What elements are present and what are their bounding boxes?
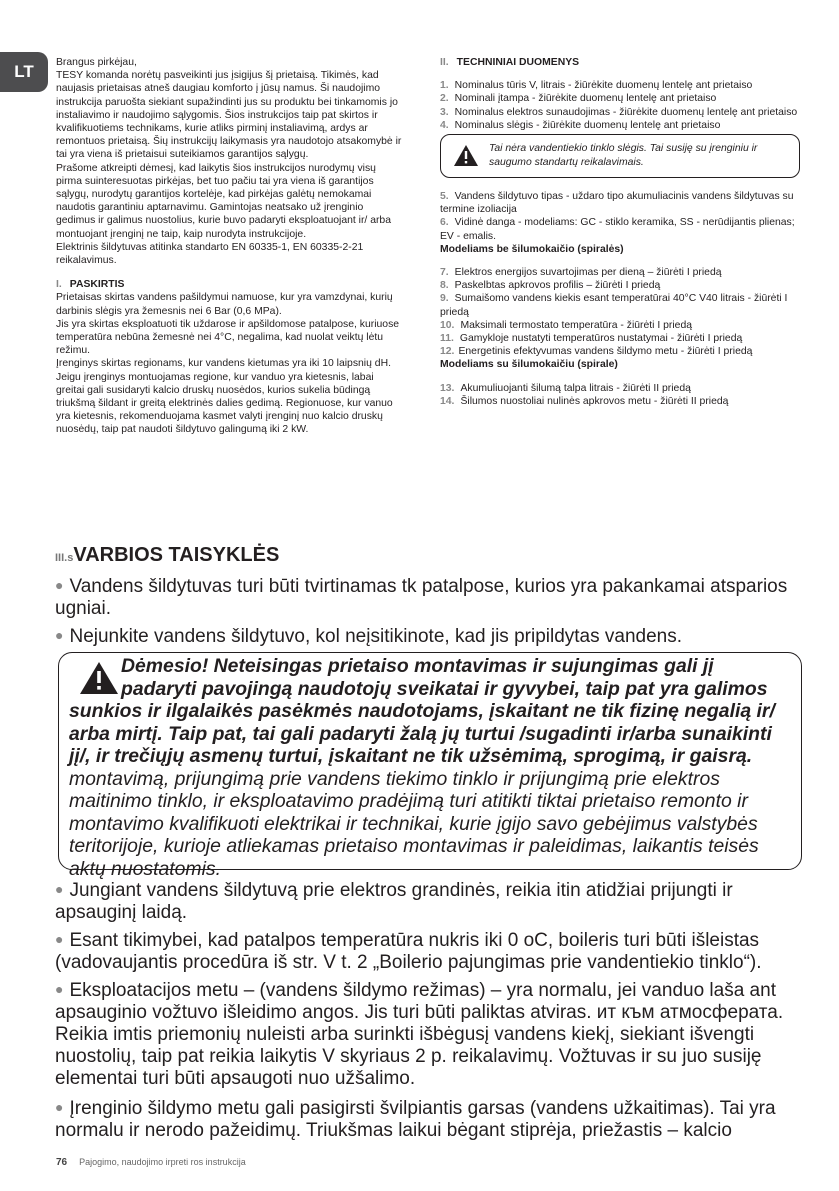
greeting: Brangus pirkėjau, [56,57,137,68]
warning-icon [453,144,479,172]
rule-text: Esant tikimybei, kad patalpos temperatūra nukris iki 0 oC, boileris turi būti išleistas (vadovaujantis procedūra iš str. V t. 2 „Boilerio pajungimas prie vandentiekio tinklo“). [55,930,762,973]
warning-bold-line-1: Dėmesio! Neteisingas prietaiso montavimas ir sujungimas gali jį [121,655,714,677]
section-3-title-prefix: s [67,552,74,564]
section-2-number: II. [440,57,449,68]
right-column [440,56,800,408]
left-column [56,56,404,437]
installation-warning-text: montavimą, prijungimą prie vandens tiekimo tinklo ir prijungimą prie elektros maitinimo tinklo, ir eksploatavimo pradėjimą turi atitikti tiktai prietaiso remonto ir montavimo kvalifikuoti elektrikai ir technikai, kurie įgijo savo gebėjimus valstybės teritorijoje, kurioje atliekamas prietaiso montavimas ir paleidimas, laikantis teisės aktų nuostatomis. [69,767,759,880]
spec-item-number: 3. [440,106,449,118]
installation-warning-box [58,652,802,880]
section-1-paragraph-3: Įrenginys skirtas regionams, kur vandens kietumas yra iki 10 laipsnių dH. Jeigu įrenginys montuojamas regione, kur vanduo yra kietesnis, labai greitai gali susidaryti kalcio druskų nuosėdos, kurios sukelia būdingą triukšmą šildant ir greitą elektrinės dalies gedimą. Regionuose, kur vanuo yra kietesnis, rekomenduojama kasmet valyti įrenginį nuo kalcio druskų nuosėdų, taip pat naudoti šildytuvo galingumą iki 2 kW. [56,358,393,436]
models-with-exchanger-heading: Modeliams su šilumokaičiu (spirale) [440,359,618,371]
spec-item [440,292,800,318]
spec-item-number: 13. [440,382,455,394]
spec-item-text: Paskelbtas apkrovos profilis – žiūrėti I priedą [454,280,661,292]
spec-item-number: 11. [440,333,454,345]
rule-bullet-6: ● Įrenginio šildymo metu gali pasigirsti švilpiantis garsas (vandens užkaitimas). Tai yra normalu ir nerodo pažeidimų. Triukšmas laikui bėgant stiprėja, priežastis – kalcio [55,1098,776,1141]
section-1-title [56,278,404,291]
spec-item-text: Energetinis efektyvumas vandens šildymo metu - žiūrėti I priedą [458,346,753,358]
spec-item [440,79,800,92]
section-2-heading: TECHNINIAI DUOMENYS [456,57,580,68]
spec-item-number: 14. [440,395,455,407]
rule-text: Jungiant vandens šildytuvą prie elektros grandinės, reikia itin atidžiai prijungti ir apsauginį laidą. [55,880,733,923]
spec-item-text: Šilumos nuostoliai nulinės apkrovos metu - žiūrėti II priedą [460,395,729,407]
spec-item [440,319,800,332]
spec-item-number: 12. [440,346,455,358]
spec-item-number: 1. [440,80,449,92]
intro-paragraph-3: Elektrinis šildytuvas atitinka standarto EN 60335-1, EN 60335-2-21 reikalavimus. [56,241,364,267]
spec-item-text: Sumaišomo vandens kiekis esant temperatūrai 40°C V40 litrais - žiūrėti I priedą [440,293,788,318]
spec-item-number: 2. [440,93,449,105]
warning-bold-text: padaryti pavojingą naudotojų sveikatai ir gyvybei, taip pat yra galimos sunkios ir ilgalaikės pasėkmės naudotojams, įskaitant ne tik fizinę negalią ir/ arba mirtį. Taip pat, tai gali padaryti žalą jų turtui /sugadinti ir/arba sunaikinti jį/, ir trečiųjų asmenų turtui, įskaitant ne tik užsėmimą, sprogimą, ir gaisrą. [69,677,775,767]
spec-item-text: Maksimali termostato temperatūra - žiūrėti I priedą [460,319,693,331]
section-3-number: III. [55,552,68,564]
intro-paragraph-2: Prašome atkreipti dėmesį, kad laikytis šios instrukcijos nurodymų visų pirma suinteresuotas pirkėjas, bet tuo pačiu tai yra viena iš garantijos sąlygų, nurodytų garantijos kortelėje, kad pirkėjas galėtų nemokamai naudotis garantiniu aptarnavimu. Gamintojas neatsako už įrenginio gedimus ir galimus nuostolius, kurie buvo padaryti eksploatuojant ir/ arba montuojant įrenginį ne taip, kaip nurodyta instrukcijoje. [56,162,391,240]
spec-item-text: Elektros energijos suvartojimas per dieną – žiūrėti I priedą [454,267,722,279]
spec-item [440,382,800,395]
section-3-title [55,544,817,567]
spec-item [440,106,800,119]
spec-item [440,345,800,358]
spec-item-number: 9. [440,293,449,305]
footer-text: Pajogimo, naudojimo irpreti ros instrukcija [79,1157,246,1167]
rule-bullet-4: ● Esant tikimybei, kad patalpos temperatūra nukris iki 0 oC, boileris turi būti išleistas (vadovaujantis procedūra iš str. V t. 2 „Boilerio pajungimas prie vandentiekio tinklo“). [55,930,762,973]
rule-bullet-5: ● Eksploatacijos metu – (vandens šildymo režimas) – yra normalu, jei vanduo laša ant apsauginio vožtuvo išleidimo angos. Jis turi būti paliktas atviras. ит към атмосферата. Reikia imtis priemonių nuleisti arba surinkti išbėgusį vandens kiekį, siekiant išvengti nuostolių, taip pat reikia laikytis V skyriaus 2 p. reikalavimų. Vožtuvas ir su juo susiję elementai turi būti apsaugoti nuo užšalimo. [55,980,784,1089]
intro-paragraph: TESY komanda norėtų pasveikinti jus įsigijus šį prietaisą. Tikimės, kad naujasis prietaisas atneš daugiau komforto į jūsų namus. Ši naudojimo instrukcija paruošta siekiant supažindinti jus su produktu bei tinkamomis jo instaliavimo ir naudojimo sąlygomis. Šios instrukcijos taip pat skirtos ir kvalifikuotiems technikams, kurie atliks pirminį instaliavimą, ardys ar remontuos prietaisą. Šių instrukcijų laikymasis yra naudotojo atsakomybė ir tai yra viena iš prietaisui suteikiamos garantijos sąlygų. [56,70,402,161]
spec-item-text: Vidinė danga - modeliams: GC - stiklo keramika, SS - nerūdijantis plienas; EV - emalis. [440,217,795,242]
spec-item-text: Vandens šildytuvo tipas - uždaro tipo akumuliacinis vandens šildytuvas su termine izoliacija [440,191,794,216]
models-without-exchanger-heading: Modeliams be šilumokaičio (spiralės) [440,243,624,255]
rule-text: Įrenginio šildymo metu gali pasigirsti švilpiantis garsas (vandens užkaitimas). Tai yra normalu ir nerodo pažeidimų. Triukšmas laikui bėgant stiprėja, priežastis – kalcio [55,1098,776,1141]
spec-item-text: Akumuliuojanti šilumą talpa litrais - žiūrėti II priedą [460,382,691,394]
spec-item [440,332,800,345]
installation-warning-bold [69,655,789,768]
rule-bullet-1: ● Vandens šildytuvas turi būti tvirtinamas tk patalpose, kurios yra pakankamai atsparios ugniai. [55,576,788,619]
section-1-heading: PASKIRTIS [69,279,125,291]
rule-bullet-3: ● Jungiant vandens šildytuvą prie elektros grandinės, reikia itin atidžiai prijungti ir apsauginį laidą. [55,880,733,923]
spec-item-number: 7. [440,267,449,279]
pressure-warning-box [440,134,800,178]
section-1-paragraph-2: Jis yra skirtas eksploatuoti tik uždarose ir apšildomose patalpose, kuriuose temperatūra nebūna žemesnė nei 4°C, negalima, kad nuolat veiktų lėtu režimu. [56,318,400,357]
spec-item-number: 10. [440,319,455,331]
spec-item-text: Nominali įtampa - žiūrėkite duomenų lentelę ant prietaiso [454,93,717,105]
spec-item-text: Nominalus slėgis - žiūrėkite duomenų lentelę ant prietaiso [454,119,721,131]
section-2-title [440,56,800,69]
spec-item [440,119,800,132]
language-tab: LT [0,52,48,92]
spec-item [440,190,800,216]
spec-item-text: Gamykloje nustatyti temperatūros nustatymai - žiūrėti I priedą [459,333,743,345]
rule-text: Vandens šildytuvas turi būti tvirtinamas tk patalpose, kurios yra pakankamai atsparios ugniai. [55,576,788,619]
warning-icon [79,661,119,700]
spec-item-text: Nominalus tūris V, litrais - žiūrėkite duomenų lentelę ant prietaiso [454,80,753,92]
rule-text: Eksploatacijos metu – (vandens šildymo režimas) – yra normalu, jei vanduo laša ant apsauginio vožtuvo išleidimo angos. Jis turi būti paliktas atviras. ит към атмосферата. Reikia imtis priemonių nuleisti arba surinkti išbėgusį vandens kiekį, siekiant išvengti nuostolių, taip pat reikia laikytis V skyriaus 2 p. reikalavimų. Vožtuvas ir su juo susiję elementai turi būti apsaugoti nuo užšalimo. [55,980,784,1089]
rule-text: Nejunkite vandens šildytuvo, kol neįsitikinote, kad jis pripildytas vandens. [69,626,683,647]
pressure-warning-text: Tai nėra vandentiekio tinklo slėgis. Tai susiję su įrenginiu ir saugumo standartų reikalavimais. [489,143,758,169]
spec-item [440,92,800,105]
spec-item-number: 6. [440,217,449,229]
spec-item [440,216,800,242]
section-1-paragraph-1: Prietaisas skirtas vandens pašildymui namuose, kur yra vamzdynai, kurių darbinis slėgis yra žemesnis nei 6 Bar (0,6 MPa). [56,292,393,317]
spec-item-number: 4. [440,119,449,131]
page-footer [56,1157,246,1168]
spec-item [440,279,800,292]
spec-item-number: 5. [440,191,449,203]
rule-bullet-2: ● Nejunkite vandens šildytuvo, kol neįsitikinote, kad jis pripildytas vandens. [55,626,683,647]
section-3-heading: VARBIOS TAISYKLĖS [73,544,280,566]
spec-item [440,395,800,408]
page-number: 76 [56,1157,68,1168]
spec-item-number: 8. [440,280,449,292]
section-1-number: I. [56,279,62,291]
spec-item-text: Nominalus elektros sunaudojimas - žiūrėkite duomenų lentelę ant prietaiso [454,106,798,118]
spec-item [440,266,800,279]
